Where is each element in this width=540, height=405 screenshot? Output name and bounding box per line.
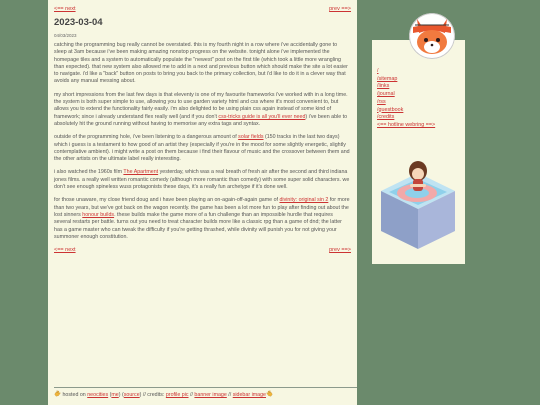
sidebar-item-sitemap[interactable]: /sitemap <box>377 75 398 82</box>
neocities-link[interactable]: neocities <box>87 392 109 398</box>
sidebar-item-credits[interactable]: /credits <box>377 114 395 121</box>
paragraph-2: my short impressions from the last few days is that eleventy is one of my favourite frameworks i've worked with in a long time. the system is both super simple to use, allowing you to use garden variety html and css where it's most convenient to, but allows you to extend the functionality fairly easily. i'm also delighted to be using plain css again instead of some kind of framework; since i already understand flex really well (and if you don't css-tricks guide is all you'll ever need) i've been able to absolutely hit the ground running without having to memorise any extra tags and syntax. <box>54 91 348 127</box>
hotline-webring-link[interactable]: <== hotline webring ==> <box>377 121 436 128</box>
the-apartment-link[interactable]: The Apartment <box>123 169 159 176</box>
banner-image-credit-link[interactable]: banner image <box>194 392 227 398</box>
footer: hosted on neocities (me) (source) // credits: profile pic // banner image // sidebar image <box>54 387 357 399</box>
sidebar-item-journal[interactable]: /journal <box>377 91 395 98</box>
paragraph-5: for those unaware, my close friend doug and i have been playing an on-again-off-again game of divinity: original sin 2 for more than two years, but we've got back on the wagon recently. the game has been a lot more fun to play after finding out about the lost sinners honour builds. these builds make the game more of a fun challenge than an impossible hurdle that requires several restarts per battle. turns out you need to treat character builds more like a classic rpg than a game of dnd; the latter has a game master who can tweak the difficulty if you're getting thrashed, while divinity will punish you for not giving your summoner enough constitution. <box>54 197 350 240</box>
honour-builds-link[interactable]: honour builds <box>82 211 115 218</box>
sidebar-nav <box>377 68 460 130</box>
prev-link-bottom[interactable]: prev ==> <box>329 247 351 254</box>
sidebar-item-home[interactable]: / <box>377 68 379 74</box>
next-link[interactable]: <== next <box>54 6 76 12</box>
sidebar-image <box>381 151 456 251</box>
paragraph-1: catching the programming bug really cannot be overstated. this is my fourth night in a row where i've accidentally gone to sleep at 3am because i've been making amazing nonstop progress on the website. tonight alone i've implemented the homepage tiles and a system to automatically populate the "newest" post on the first tile (which took a little more wrangling than expected). that new system also allowed me to add in a next and previous button which should make the site a lot easier to navigate. i'd like a "back" button on posts to bring you back to the primary collection, but i'd like to do it in a clever way that avoids any manual messing about. <box>54 42 348 85</box>
profile-pic-credit-link[interactable]: profile pic <box>165 392 189 398</box>
source-link[interactable]: source <box>123 392 140 398</box>
hand-icon <box>266 390 273 397</box>
bottom-post-nav <box>54 247 351 255</box>
solar-fields-link[interactable]: solar fields <box>238 134 264 141</box>
next-link-bottom[interactable]: <== next <box>54 247 76 254</box>
me-link[interactable]: me <box>111 392 119 398</box>
paragraph-3: outside of the programming hole, i've been listening to a dangerous amount of solar fields (150 tracks in the last two days) which i guess is a testament to how good of an artist they (especially if you're in the mood for some slightly energetic, slightly contemplative ambient). i might write a post on them because i find their flavour of music and the crossover between them and the other artists on the ultimate label really interesting. <box>54 134 350 163</box>
post-title: 2023-03-04 <box>54 17 103 28</box>
paragraph-4: i also watched the 1960s film The Apartment yesterday, which was a real breath of fresh air after the second and third indiana jones films. a really well written romantic comedy (although more romantic than comedy) with some super solid characters. we don't see enough spineless wuss protagonists these days, it's a really fun archetype if it's done well. <box>54 169 350 191</box>
sidebar-image-credit-link[interactable]: sidebar image <box>232 392 266 398</box>
divinity-link[interactable]: divinity: original sin 2 <box>279 197 329 204</box>
css-tricks-link[interactable]: css-tricks guide is all you'll ever need <box>218 113 306 120</box>
sidebar-item-links[interactable]: /links <box>377 83 390 90</box>
pool-girl-illustration <box>381 151 456 251</box>
sidebar-item-rss[interactable]: /rss <box>377 98 386 105</box>
hand-icon <box>54 390 61 397</box>
fox-avatar-image <box>409 13 455 59</box>
main-content <box>48 0 357 405</box>
post-date: 04/03/2023 <box>54 33 77 38</box>
prev-link[interactable]: prev ==> <box>329 6 351 12</box>
sidebar-item-guestbook[interactable]: /guestbook <box>377 106 404 113</box>
avatar <box>409 13 455 59</box>
top-post-nav <box>54 6 351 14</box>
